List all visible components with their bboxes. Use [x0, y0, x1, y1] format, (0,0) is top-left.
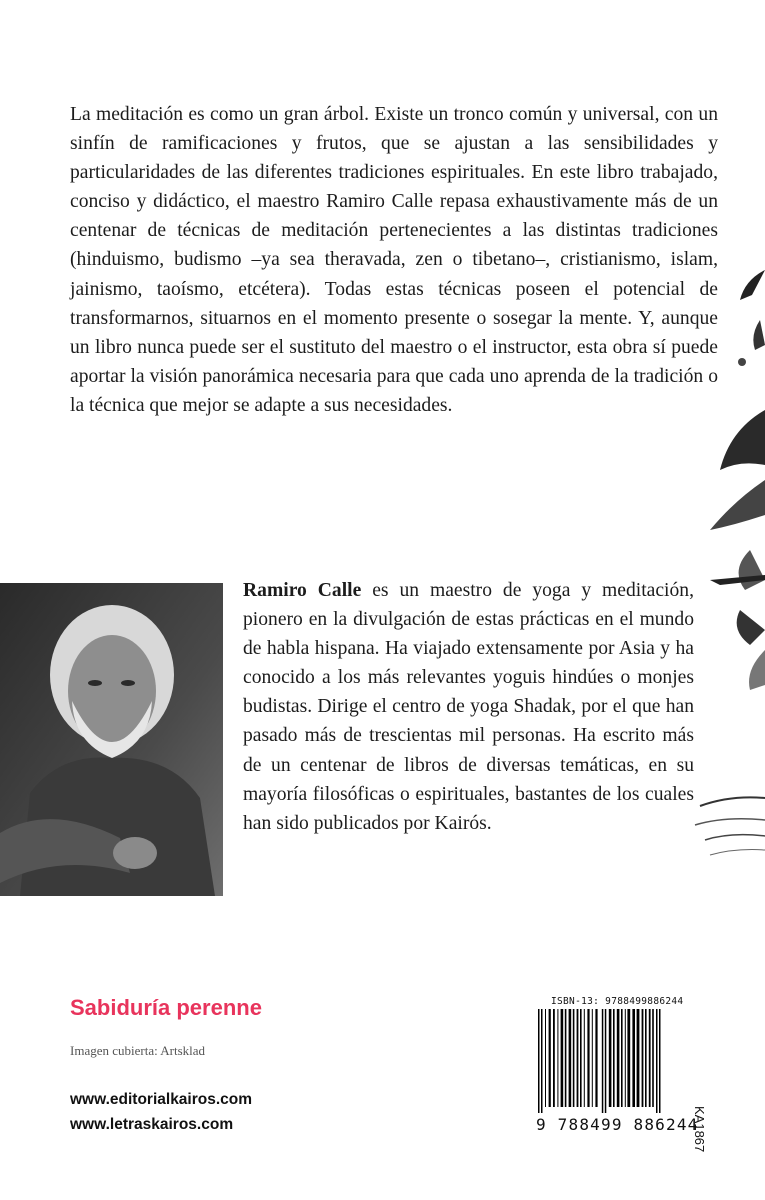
barcode-bar	[549, 1009, 551, 1107]
barcode-bar	[645, 1009, 647, 1107]
barcode-bar	[621, 1009, 623, 1107]
barcode-bar	[642, 1009, 644, 1107]
barcode-bar	[605, 1009, 607, 1113]
barcode-bar	[553, 1009, 555, 1107]
ink-branch-decoration	[690, 250, 765, 900]
barcode-bar	[561, 1009, 564, 1107]
barcode-bar	[627, 1009, 630, 1107]
barcode-bar	[632, 1009, 635, 1107]
barcode-bar	[569, 1009, 572, 1107]
barcode-bar	[637, 1009, 640, 1107]
author-photo	[0, 583, 223, 896]
barcode-bar	[656, 1009, 658, 1113]
barcode-bar	[659, 1009, 661, 1113]
barcode-bar	[545, 1009, 546, 1107]
barcode-bar	[602, 1009, 604, 1113]
barcode-bar	[613, 1009, 615, 1107]
series-title: Sabiduría perenne	[70, 995, 262, 1020]
barcode-bar	[565, 1009, 567, 1107]
synopsis-text: La meditación es como un gran árbol. Existe un tronco común y universal, con un sinfín de ramificaciones y frutos, que se ajustan a las sensibilidades y particularidades de las diferentes tradiciones espirituales. En este libro trabajado, conciso y didáctico, el maestro Ramiro Calle repasa exhaustivamente más de un centenar de técnicas de meditación pertenecientes a las distintas tradiciones (hinduismo, budismo –ya sea theravada, zen o tibetano–, cristianismo, islam, jainismo, taoísmo, etcétera). Todas estas técnicas poseen el potencial de transformarnos, situarnos en el momento presente o sosegar la mente. Y, aunque un libro nunca puede ser el sustituto del maestro o el instructor, esta obra sí puede aportar la visión panorámica necesaria para que cada uno aprenda de la tradición o la técnica que mejor se adapte a sus necesidades.	[70, 104, 718, 416]
barcode-digits: 9 788499 886244	[536, 1115, 699, 1134]
isbn-label: ISBN-13: 9788499886244	[551, 996, 684, 1007]
website-link-letras[interactable]: www.letraskairos.com	[70, 1116, 234, 1133]
barcode-bar	[573, 1009, 575, 1107]
product-code: KA1867	[692, 1106, 707, 1153]
barcode	[536, 1009, 700, 1113]
barcode-bar	[587, 1009, 589, 1107]
image-credit: Imagen cubierta: Artsklad	[70, 1043, 206, 1058]
barcode-bar	[557, 1009, 558, 1107]
barcode-bar	[609, 1009, 612, 1107]
author-name: Ramiro Calle	[243, 580, 362, 601]
barcode-bar	[617, 1009, 620, 1107]
barcode-bar	[652, 1009, 654, 1107]
barcode-bar	[580, 1009, 582, 1107]
barcode-bar	[649, 1009, 651, 1107]
website-link-editorial[interactable]: www.editorialkairos.com	[70, 1091, 253, 1108]
barcode-bar	[577, 1009, 579, 1107]
barcode-bar	[538, 1009, 540, 1113]
barcode-bar	[595, 1009, 597, 1107]
bio-text: es un maestro de yoga y meditación, pionero en la divulgación de estas prácticas en el mundo de habla hispana. Ha viajado extensamente por Asia y ha conocido a los más relevantes yoguis hindúes o monjes budistas. Dirige el centro de yoga Shadak, por el que han pasado más de trescientas mil personas. Ha escrito más de un centenar de libros de diversas temáticas, en su mayoría filosóficas o espirituales, bastantes de los cuales han sido publicados por Kairós.	[243, 580, 694, 834]
author-bio	[243, 576, 694, 838]
barcode-bar	[541, 1009, 543, 1113]
barcode-bar	[625, 1009, 626, 1107]
barcode-bar	[584, 1009, 585, 1107]
barcode-bar	[592, 1009, 593, 1107]
